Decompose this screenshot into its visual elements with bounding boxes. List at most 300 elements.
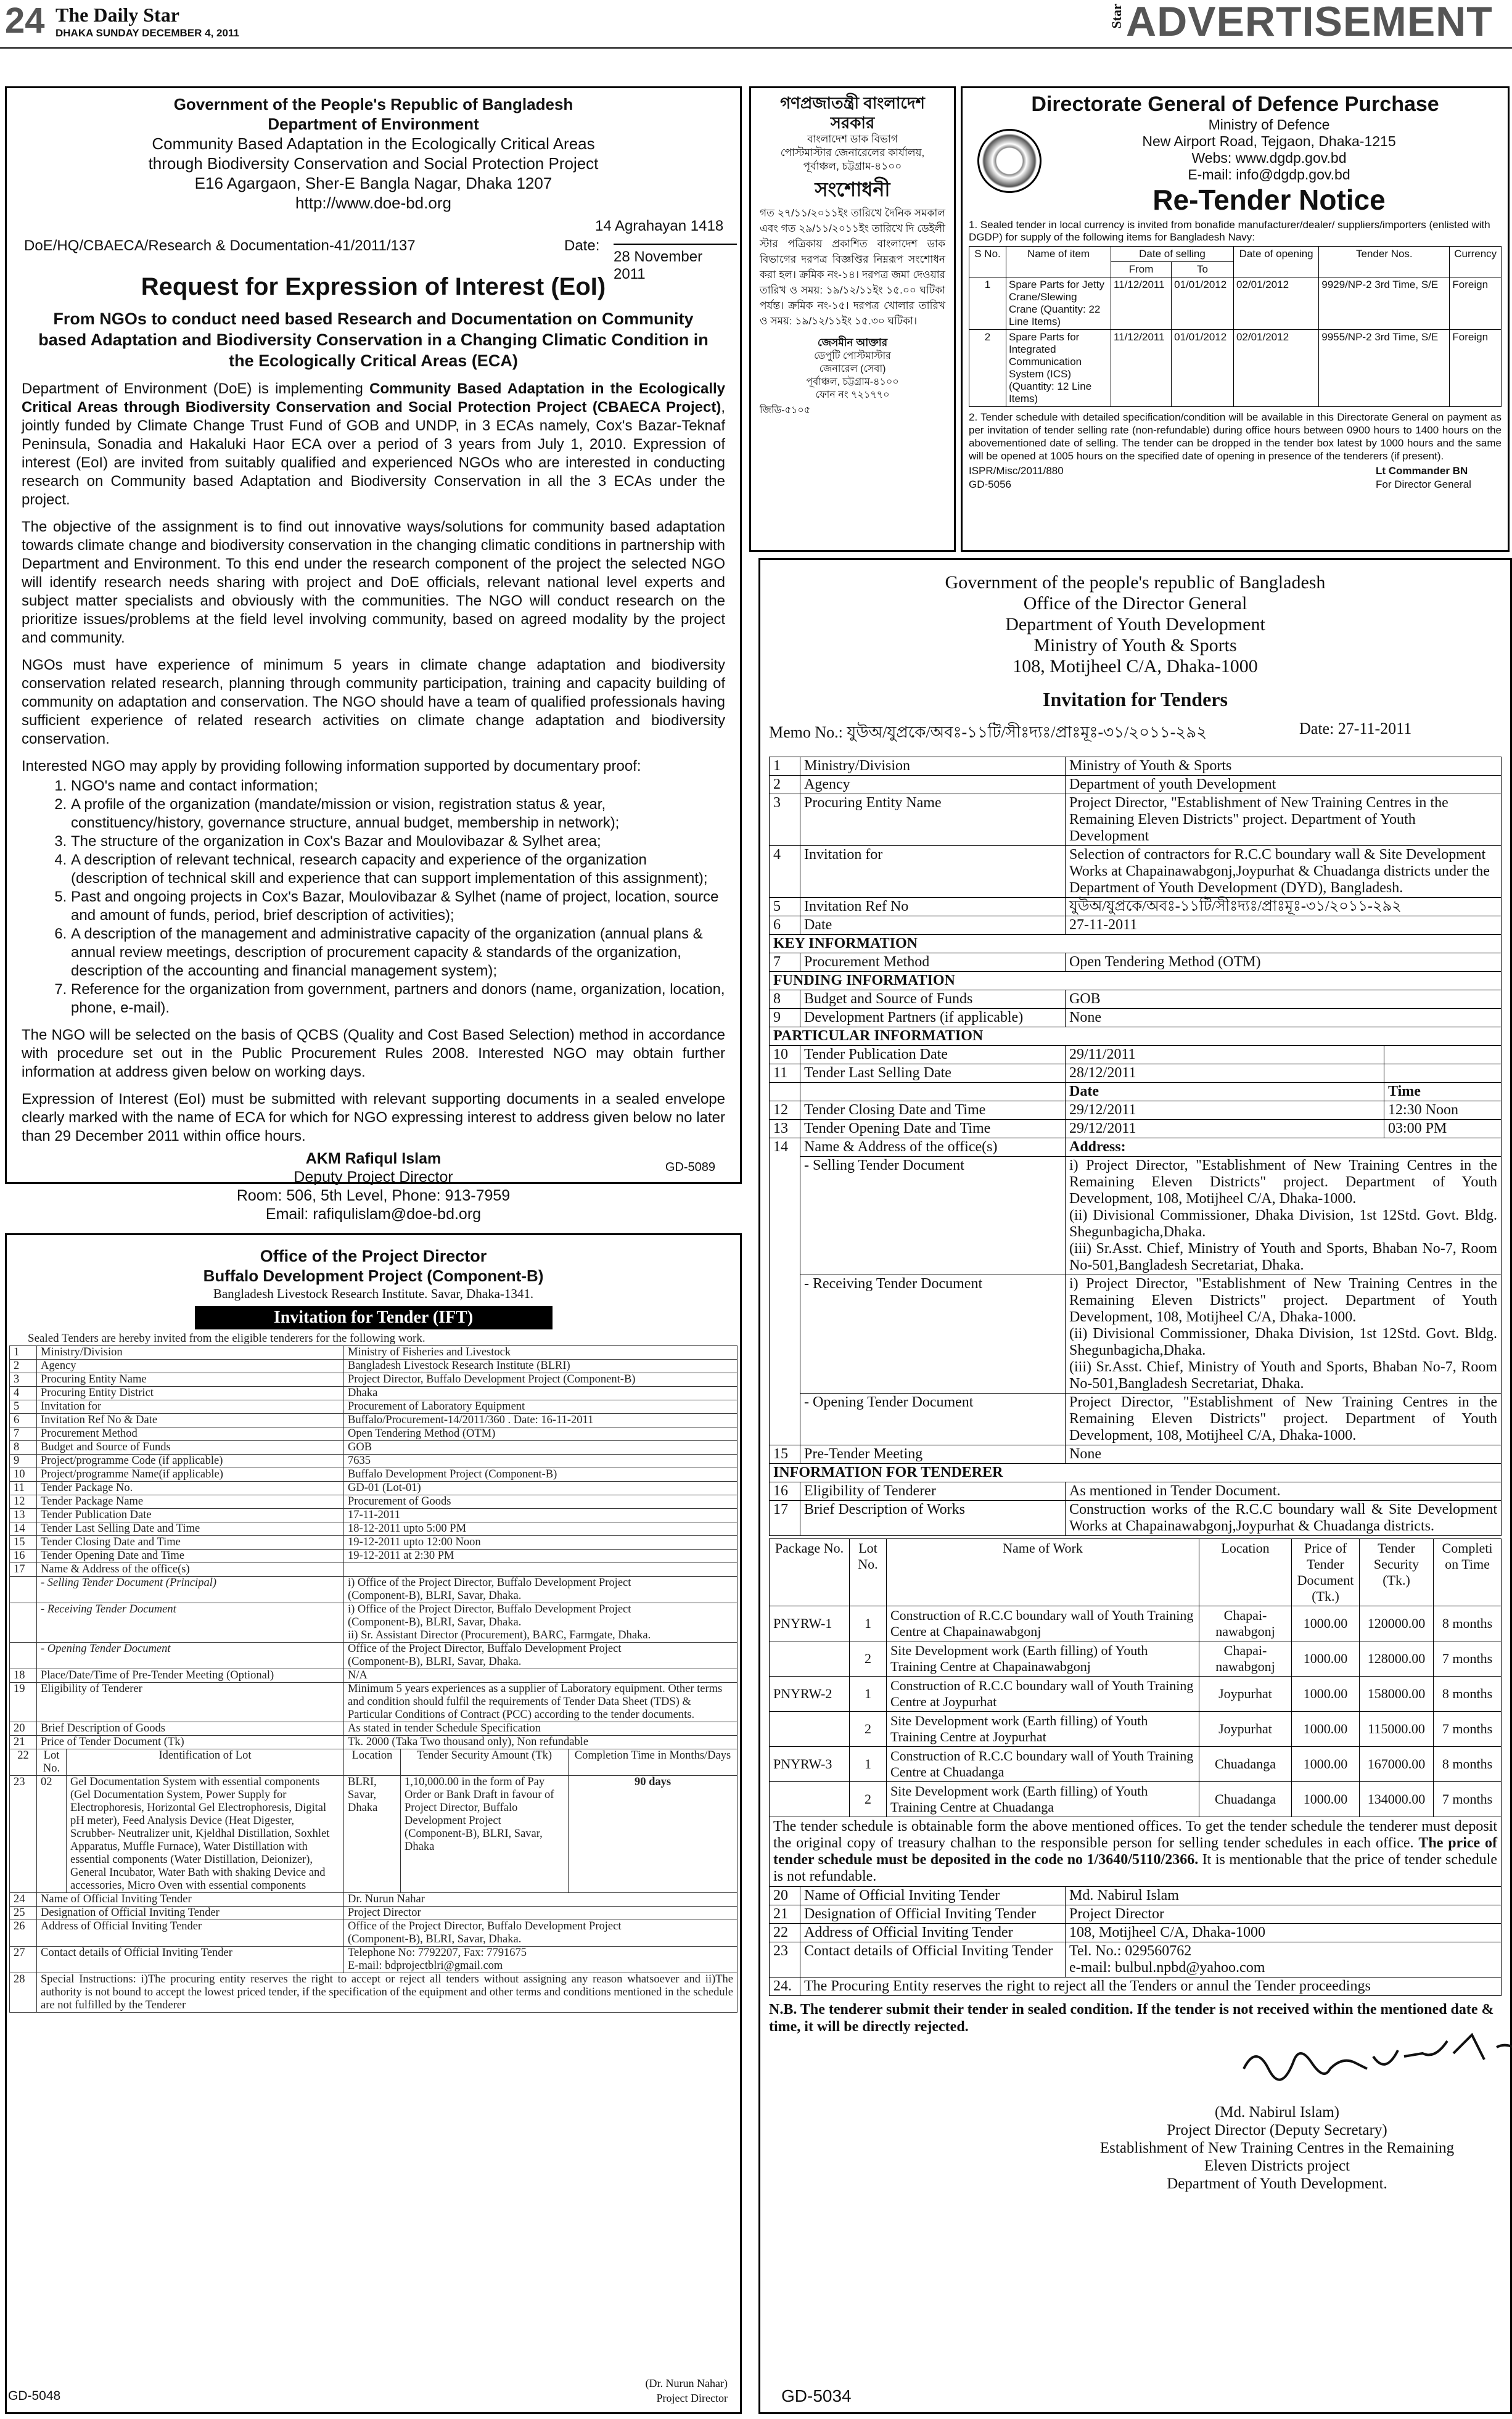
table-row	[770, 1064, 1502, 1083]
cell-work: Construction of R.C.C boundary wall of Youth Training Centre at Chuadanga	[887, 1747, 1199, 1782]
row-number: 14	[10, 1522, 37, 1536]
table-row	[10, 1643, 738, 1669]
youth-ad-code: GD-5034	[781, 2386, 852, 2405]
page-number: 24	[5, 1, 45, 41]
row-label: Tender Closing Date and Time	[800, 1101, 1066, 1120]
list-item: 1. NGO's name and contact information;	[71, 777, 725, 795]
table-row	[770, 1905, 1502, 1924]
row-number: 11	[770, 1064, 800, 1083]
dgdp-ispr-code: ISPR/Misc/2011/880	[969, 465, 1064, 477]
row-label: Tender Publication Date	[37, 1509, 344, 1522]
lot-cell: Gel Documentation System with essential components (Gel Documentation System, Power Supply for Electrophoresis, Horizontal Gel Electrophoresis, Digital pH meter), Feed Analysis Device (Heat Digester, Scrubber- Neutralizer unit, Kjeldhal Distillation, Soxhlet Apparatus, Muffle Furnace), Water Distillation with essential components (Water Distillation, Deionizer), General Incubator, Water Bath with shaking Device and accessories, Micro Oven with essential components	[67, 1776, 344, 1893]
lot-cell: 1,10,000.00 in the form of Pay Order or Bank Draft in favour of Project Director, Buffalo Development Project (Component-B), BLRI, Savar, Dhaka	[401, 1776, 569, 1893]
bn-office-line: পোস্টমাস্টার জেনারেলের কার্যালয়,	[780, 147, 925, 158]
row-value: 29/12/2011	[1066, 1120, 1384, 1138]
row-value: The Procuring Entity reserves the right to reject all the Tenders or annul the Tender proceedings	[800, 1978, 1502, 1996]
row-label: - Selling Tender Document	[800, 1157, 1066, 1275]
youth-schedule-a: The tender schedule is obtainable form the above mentioned offices. To get the tender schedule the tenderer must deposit the original copy of treasury chalhan to the responsible person for selling tender schedules in each office.	[773, 1818, 1497, 1851]
row-value: Dr. Nurun Nahar	[344, 1893, 738, 1907]
row-value: Dhaka	[344, 1387, 738, 1400]
cell-package	[770, 1641, 850, 1677]
dgdp-signatory: Lt Commander BN	[1376, 465, 1468, 477]
row-label: Agency	[800, 776, 1066, 794]
row-label: Tender Package Name	[37, 1495, 344, 1509]
bn-title: সংশোধনী	[815, 178, 890, 200]
cell-location: Joypurhat	[1199, 1712, 1292, 1747]
table-row	[969, 330, 1502, 407]
row-value: Ministry of Fisheries and Livestock	[344, 1346, 738, 1360]
doe-project-name: Community Based Adaptation in the Ecologically Critical Areas through Biodiversity Conservation and Social Protection Project (CBAECA Project)	[22, 380, 726, 416]
dgdp-retender-advert	[961, 86, 1510, 552]
table-row	[969, 277, 1502, 330]
table-row	[770, 1677, 1502, 1712]
table-header: Name of Work	[887, 1539, 1199, 1606]
row-number: 9	[770, 1009, 800, 1027]
row-value: None	[1066, 1009, 1502, 1027]
table-row	[10, 1414, 738, 1427]
row-value	[1384, 1046, 1502, 1064]
row-label: Procurement Method	[800, 953, 1066, 972]
row-label: - Receiving Tender Document	[37, 1603, 344, 1643]
cell-location: Joypurhat	[1199, 1677, 1292, 1712]
row-label: Invitation for	[37, 1400, 344, 1414]
table-row	[10, 1373, 738, 1387]
row-value	[1384, 1064, 1502, 1083]
row-number: 16	[770, 1482, 800, 1501]
doe-signatory-room: Room: 506, 5th Level, Phone: 913-7959	[236, 1187, 511, 1204]
table-row	[770, 1641, 1502, 1677]
row-number: 5	[770, 898, 800, 916]
row-number: 9	[10, 1455, 37, 1468]
table-row	[770, 1747, 1502, 1782]
row-label: - Opening Tender Document	[800, 1394, 1066, 1445]
row-value: None	[1066, 1445, 1502, 1464]
row-value: Construction works of the R.C.C boundary wall & Site Development Works at Chapainawabgonj,Joypurhat & Chuadanga districts.	[1066, 1501, 1502, 1536]
table-row	[770, 1275, 1502, 1394]
cell-opening: 02/01/2012	[1233, 330, 1318, 407]
cell-to: 01/01/2012	[1172, 330, 1234, 407]
table-row	[770, 1009, 1502, 1027]
cell-currency: Foreign	[1450, 277, 1502, 330]
section-heading: PARTICULAR INFORMATION	[770, 1027, 1502, 1046]
table-row	[770, 846, 1502, 898]
doe-subtitle: From NGOs to conduct need based Research and Documentation on Community based Adaptation and Biodiversity Conservation in a Changing Climatic Condition in the Ecologically Critical Areas (ECA)	[38, 310, 709, 370]
table-row	[10, 1603, 738, 1643]
row-value: N/A	[344, 1669, 738, 1683]
row-value: Project Director, "Establishment of New Training Centres in the Remaining Eleven Districts" project. Department of Youth Development	[1066, 794, 1502, 846]
doe-para-intro	[22, 380, 725, 509]
doe-para-intro-c: , jointly funded by Climate Change Trust Fund of GOB and UNDP, in 3 ECAs namely, Cox's Bazar-Teknaf Peninsula, Sonadia and Hakaluki Haor ECA over a period of 3 years from July 1, 2010. Expression of interest (EoI) are invited from suitably qualified and experienced NGOs who are interested in conducting research on Community based Adaptation and Biodiversity Conservation in all the 3 ECAs under the project.	[22, 399, 725, 508]
youth-title: Invitation for Tenders	[1043, 688, 1228, 710]
cell-from: 11/12/2011	[1111, 277, 1172, 330]
table-header-row	[969, 247, 1502, 262]
table-row	[770, 1138, 1502, 1157]
row-label: - Selling Tender Document (Principal)	[37, 1577, 344, 1603]
row-number: 28	[10, 1973, 37, 2013]
cell-completion: 7 months	[1434, 1782, 1502, 1817]
lot-cell: 23	[10, 1776, 37, 1893]
row-number: 27	[10, 1947, 37, 1973]
lot-cell: 90 days	[569, 1776, 738, 1893]
row-value: i) Project Director, "Establishment of New Training Centres in the Remaining Eleven Districts" project. Department of Youth Development, 108, Motijheel C/A, Dhaka-1000. (ii) Divisional Commissioner, Dhaka Division, 1st 12Std. Govt. Bldg. Shegunbagicha,Dhaka. (iii) Sr.Asst. Chief, Ministry of Youth and Sports, Bhaban No-7, Room No-501,Bangladesh Secretariat, Dhaka.	[1066, 1275, 1502, 1394]
row-value: i) Office of the Project Director, Buffalo Development Project (Component-B), BLRI, Savar, Dhaka.	[344, 1577, 738, 1603]
section-heading: KEY INFORMATION	[770, 935, 1502, 953]
cell-work: Construction of R.C.C boundary wall of Youth Training Centre at Chapainawabgonj	[887, 1606, 1199, 1641]
table-row	[10, 1722, 738, 1736]
row-number: 6	[770, 916, 800, 935]
doe-signatory-email[interactable]: Email: rafiqulislam@doe-bd.org	[265, 1205, 482, 1223]
row-value: Office of the Project Director, Buffalo Development Project (Component-B), BLRI, Savar, Dhaka.	[344, 1643, 738, 1669]
row-value: GOB	[344, 1441, 738, 1455]
table-row	[770, 1464, 1502, 1482]
table-row	[10, 1387, 738, 1400]
youth-tender-advert	[758, 558, 1512, 2414]
table-row	[10, 1468, 738, 1482]
row-number: 17	[10, 1563, 37, 1577]
row-label: Place/Date/Time of Pre-Tender Meeting (Optional)	[37, 1669, 344, 1683]
buf-intro: Sealed Tenders are hereby invited from the eligible tenderers for the following work.	[28, 1332, 425, 1345]
row-number: 4	[10, 1387, 37, 1400]
row-number: 12	[770, 1101, 800, 1120]
buf-office: Office of the Project Director	[260, 1247, 487, 1265]
table-row	[10, 1455, 738, 1468]
bn-address-line: পূর্বাঞ্চল, চট্টগ্রাম-৪১০০	[803, 160, 902, 172]
row-number: 8	[770, 990, 800, 1009]
table-row	[10, 1495, 738, 1509]
table-row	[770, 1083, 1502, 1101]
row-value: Special Instructions: i)The procuring entity reserves the right to accept or reject all tenders without assigning any reason whatsoever and ii)The authority is not bound to accept the lowest priced tender, if the specification of the equipment and other terms and conditions mentioned in the schedule are not fulfilled by the Tenderer	[37, 1973, 738, 2013]
row-number: 20	[770, 1887, 800, 1905]
table-header: Date of opening	[1233, 247, 1318, 277]
youth-schedule-c: It is mentionable that the price of tender schedule is not refundable.	[773, 1852, 1497, 1884]
cell-lot: 2	[850, 1641, 887, 1677]
table-row	[10, 1482, 738, 1495]
row-value: Procurement of Laboratory Equipment	[344, 1400, 738, 1414]
table-row	[770, 794, 1502, 846]
cell-package: PNYRW-1	[770, 1606, 850, 1641]
youth-memo-row	[769, 720, 1502, 744]
cell-currency: Foreign	[1450, 330, 1502, 407]
table-row	[10, 1400, 738, 1414]
doe-para-objective: The objective of the assignment is to find out innovative ways/solutions for community based adaptation towards climate change and biodiversity conservation in the changing climatic conditions in partnership with Department and Environment. To this end under the research component of the project the selected NGO will identify research needs sharing with project and DoE officials, relevant national level experts and subject matter specialists and obviously with the communities. The NGO will conduct research on the prioritize issues/problems at the field level involving community, based on agreed modality by the project and community.	[22, 519, 725, 646]
row-number: 16	[10, 1550, 37, 1563]
row-number	[10, 1603, 37, 1643]
youth-signature-area	[769, 2035, 1502, 2079]
star-logo: Star	[1109, 4, 1124, 29]
bn-dept-line: বাংলাদেশ ডাক বিভাগ	[807, 133, 898, 145]
row-number: 14	[770, 1138, 800, 1445]
row-number: 2	[770, 776, 800, 794]
list-item: 2. A profile of the organization (mandate/mission or vision, registration status & year, constituency/history, governance structure, annual budget, membership in network);	[71, 795, 725, 832]
table-header: Location	[1199, 1539, 1292, 1606]
youth-signatory-name: (Md. Nabirul Islam)	[1214, 2104, 1340, 2121]
cell-doc-price: 1000.00	[1292, 1677, 1360, 1712]
table-row	[770, 1606, 1502, 1641]
doe-signatory-name: AKM Rafiqul Islam	[305, 1150, 442, 1167]
row-value: 12:30 Noon	[1384, 1101, 1502, 1120]
bn-signatory-line: ফোন নং ৭২১৭৭০	[815, 390, 890, 400]
cell-item: Spare Parts for Integrated Communication System (ICS) (Quantity: 12 Line Items)	[1006, 330, 1111, 407]
youth-ministry-line: Ministry of Youth & Sports	[1033, 635, 1237, 655]
table-header: Price of Tender Document (Tk.)	[1292, 1539, 1360, 1606]
row-number: 19	[10, 1683, 37, 1722]
table-row	[770, 1120, 1502, 1138]
row-value: Selection of contractors for R.C.C boundary wall & Site Development Works at Chapainawabgonj,Joypurhat & Chuadanga districts under the Department of Youth Development (DYD), Bangladesh.	[1066, 846, 1502, 898]
list-item: 5. Past and ongoing projects in Cox's Bazar, Moulovibazar & Sylhet (name of project, location, source and amount of funds, period, brief description of activities);	[71, 888, 725, 925]
row-value: Telephone No: 7792207, Fax: 7791675 E-mail: bdprojectblri@gmail.com	[344, 1947, 738, 1973]
buf-tender-table	[9, 1345, 738, 2013]
list-item: 7. Reference for the organization from government, partners and donors (name, organization, location, phone, e-mail).	[71, 980, 725, 1017]
row-label: Budget and Source of Funds	[37, 1441, 344, 1455]
row-label: Designation of Official Inviting Tender	[800, 1905, 1066, 1924]
bn-signatory: জেসমীন আক্তার	[817, 337, 888, 348]
row-label: Development Partners (if applicable)	[800, 1009, 1066, 1027]
table-row	[10, 1522, 738, 1536]
youth-nb: N.B. The tenderer submit their tender in sealed condition. If the tender is not received within the mentioned date & time, it will be directly rejected.	[769, 2002, 1494, 2035]
row-number: 4	[770, 846, 800, 898]
table-row	[770, 990, 1502, 1009]
row-value: 18-12-2011 upto 5:00 PM	[344, 1522, 738, 1536]
buf-institute: Bangladesh Livestock Research Institute. Savar, Dhaka-1341.	[213, 1286, 534, 1301]
table-row	[10, 1947, 738, 1973]
doe-date-rule	[614, 244, 737, 245]
table-row	[770, 1101, 1502, 1120]
row-label: Tender Opening Date and Time	[800, 1120, 1066, 1138]
cell-security: 120000.00	[1360, 1606, 1434, 1641]
cell-lot: 2	[850, 1712, 887, 1747]
cell-location: Chuadanga	[1199, 1782, 1292, 1817]
table-header: Date of selling	[1111, 247, 1234, 262]
bn-signatory-line: ডেপুটি পোস্টমাস্টার	[814, 351, 891, 361]
row-label: Name & Address of the office(s)	[800, 1138, 1066, 1157]
dgdp-email[interactable]: E-mail: info@dgdp.gov.bd	[1188, 166, 1350, 183]
youth-official-table	[769, 1886, 1502, 1996]
cell-work: Site Development work (Earth filling) of Youth Training Centre at Joypurhat	[887, 1712, 1199, 1747]
row-label: Tender Opening Date and Time	[37, 1550, 344, 1563]
youth-signatory-dept: Department of Youth Development.	[1167, 2175, 1387, 2192]
table-row	[770, 1482, 1502, 1501]
section-title: ADVERTISEMENT	[1126, 0, 1493, 45]
row-value: Open Tendering Method (OTM)	[1066, 953, 1502, 972]
row-value: As mentioned in Tender Document.	[1066, 1482, 1502, 1501]
lot-header: 22	[10, 1749, 37, 1776]
row-number: 1	[770, 757, 800, 776]
row-value: 29/11/2011	[1066, 1046, 1384, 1064]
signature-image	[1238, 2032, 1497, 2100]
row-number	[770, 1083, 800, 1101]
row-label: Tender Package No.	[37, 1482, 344, 1495]
table-header: From	[1111, 262, 1172, 277]
row-value: 19-12-2011 at 2:30 PM	[344, 1550, 738, 1563]
table-row	[10, 1776, 738, 1893]
row-value: Tel. No.: 029560762 e-mail: bulbul.npbd@yahoo.com	[1066, 1942, 1502, 1978]
row-value: Date	[1066, 1083, 1384, 1101]
list-item: 6. A description of the management and administrative capacity of the organization (annual plans & annual review meetings, description of procurement capacity & standards of the organization, description of the accounting and financial management system);	[71, 925, 725, 980]
table-row	[770, 1501, 1502, 1536]
cell-package	[770, 1712, 850, 1747]
row-value: Buffalo/Procurement-14/2011/360 . Date: 16-11-2011	[344, 1414, 738, 1427]
row-number: 13	[770, 1120, 800, 1138]
row-label: Name of Official Inviting Tender	[800, 1887, 1066, 1905]
row-label: Procuring Entity District	[37, 1387, 344, 1400]
row-value: Minimum 5 years experiences as a supplier of Laboratory equipment. Other terms and condition should fulfil the requirements of Tender Data Sheet (TDS) & Particular Conditions of Contract (PCC) according to the tender documents.	[344, 1683, 738, 1722]
table-row	[770, 935, 1502, 953]
row-value: As stated in tender Schedule Specification	[344, 1722, 738, 1736]
table-row	[770, 1942, 1502, 1978]
lot-header: Completion Time in Months/Days	[569, 1749, 738, 1776]
buf-project: Buffalo Development Project (Component-B)	[203, 1267, 544, 1285]
lot-header: Location	[344, 1749, 401, 1776]
row-value: Project Director	[1066, 1905, 1502, 1924]
table-row	[770, 1027, 1502, 1046]
table-row	[770, 1924, 1502, 1942]
table-header: Name of item	[1006, 247, 1111, 277]
cell-doc-price: 1000.00	[1292, 1747, 1360, 1782]
cell-work: Site Development work (Earth filling) of Youth Training Centre at Chapainawabgonj	[887, 1641, 1199, 1677]
table-row	[10, 1907, 738, 1920]
row-value: GOB	[1066, 990, 1502, 1009]
cell-work: Site Development work (Earth filling) of Youth Training Centre at Chuadanga	[887, 1782, 1199, 1817]
table-header: To	[1172, 262, 1234, 277]
cell-completion: 8 months	[1434, 1606, 1502, 1641]
table-row	[770, 1712, 1502, 1747]
row-number: 22	[770, 1924, 800, 1942]
row-value: Time	[1384, 1083, 1502, 1101]
cell-completion: 7 months	[1434, 1641, 1502, 1677]
table-header: Tender Nos.	[1319, 247, 1450, 277]
row-number: 18	[10, 1669, 37, 1683]
row-label: Procurement Method	[37, 1427, 344, 1441]
doe-ad-code: GD-5089	[665, 1160, 715, 1174]
table-row	[10, 1920, 738, 1947]
table-row	[10, 1683, 738, 1722]
table-row	[10, 1893, 738, 1907]
cell-doc-price: 1000.00	[1292, 1641, 1360, 1677]
table-row	[770, 1394, 1502, 1445]
doe-website[interactable]: http://www.doe-bd.org	[295, 194, 451, 212]
cell-package	[770, 1782, 850, 1817]
row-label: Tender Last Selling Date	[800, 1064, 1066, 1083]
doe-para-intro-a: Department of Environment (DoE) is implementing	[22, 380, 370, 397]
row-label: Tender Closing Date and Time	[37, 1536, 344, 1550]
row-value: GD-01 (Lot-01)	[344, 1482, 738, 1495]
buf-signatory: (Dr. Nurun Nahar)	[645, 2377, 728, 2389]
row-number: 26	[10, 1920, 37, 1947]
youth-signatory-project: Eleven Districts project	[1204, 2158, 1350, 2174]
table-header: Completi on Time	[1434, 1539, 1502, 1606]
bn-signatory-line: জেনারেল (সেবা)	[819, 364, 886, 374]
row-label: Brief Description of Works	[800, 1501, 1066, 1536]
bn-signatory-line: পূর্বাঞ্চল, চট্টগ্রাম-৪১০০	[806, 377, 899, 387]
youth-signatory-project: Establishment of New Training Centres in the Remaining	[1099, 2140, 1455, 2156]
cell-security: 115000.00	[1360, 1712, 1434, 1747]
cell-lot: 2	[850, 1782, 887, 1817]
row-label: Ministry/Division	[800, 757, 1066, 776]
table-header: S No.	[969, 247, 1006, 277]
section-heading: FUNDING INFORMATION	[770, 972, 1502, 990]
row-value: 27-11-2011	[1066, 916, 1502, 935]
dgdp-title: Directorate General of Defence Purchase	[1031, 92, 1439, 116]
cell-completion: 8 months	[1434, 1677, 1502, 1712]
table-row	[770, 1978, 1502, 1996]
doe-requirements-list	[22, 777, 725, 1017]
row-number: 7	[770, 953, 800, 972]
table-row	[770, 776, 1502, 794]
row-value: Project Director, "Establishment of New Training Centres in the Remaining Eleven Districts" project. Department of Youth Development, 108, Motijheel C/A, Dhaka-1000.	[1066, 1394, 1502, 1445]
row-value: 108, Motijheel C/A, Dhaka-1000	[1066, 1924, 1502, 1942]
buffalo-tender-advert	[5, 1233, 742, 2414]
masthead	[0, 0, 1512, 49]
row-value: Buffalo Development Project (Component-B)	[344, 1468, 738, 1482]
table-row	[770, 1445, 1502, 1464]
row-label: Address of Official Inviting Tender	[37, 1920, 344, 1947]
row-number: 8	[10, 1441, 37, 1455]
cell-doc-price: 1000.00	[1292, 1782, 1360, 1817]
table-header: Tender Security (Tk.)	[1360, 1539, 1434, 1606]
table-row	[10, 1509, 738, 1522]
cell-security: 158000.00	[1360, 1677, 1434, 1712]
doe-ref-block	[22, 213, 725, 282]
row-number: 17	[770, 1501, 800, 1536]
dgdp-ad-code: GD-5056	[969, 478, 1011, 490]
row-number	[10, 1643, 37, 1669]
row-number: 10	[10, 1468, 37, 1482]
cell-to: 01/01/2012	[1172, 277, 1234, 330]
row-label: Project/programme Name(if applicable)	[37, 1468, 344, 1482]
doe-project-line: through Biodiversity Conservation and Social Protection Project	[148, 154, 599, 173]
dgdp-intro: 1. Sealed tender in local currency is invited from bonafide manufacturer/dealer/ suppliers/importers (enlisted with DGDP) for supply of the following items for Bangladesh Navy:	[969, 219, 1490, 243]
row-value: Procurement of Goods	[344, 1495, 738, 1509]
row-value: Ministry of Youth & Sports	[1066, 757, 1502, 776]
doe-date-label: Date:	[564, 237, 600, 254]
postal-corrigendum-advert	[749, 86, 956, 552]
row-number: 20	[10, 1722, 37, 1736]
cell-sn: 1	[969, 277, 1006, 330]
cell-item: Spare Parts for Jetty Crane/Slewing Crane (Quantity: 22 Line Items)	[1006, 277, 1111, 330]
dgdp-ministry: Ministry of Defence	[1208, 117, 1330, 133]
doe-project-line: Community Based Adaptation in the Ecologically Critical Areas	[152, 134, 595, 153]
row-number: 1	[10, 1346, 37, 1360]
cell-completion: 8 months	[1434, 1747, 1502, 1782]
cell-doc-price: 1000.00	[1292, 1606, 1360, 1641]
cell-security: 167000.00	[1360, 1747, 1434, 1782]
row-number: 21	[10, 1736, 37, 1749]
row-label	[800, 1083, 1066, 1101]
youth-address-line: 108, Motijheel C/A, Dhaka-1000	[1013, 656, 1258, 676]
row-value: Tk. 2000 (Taka Two thousand only), Non refundable	[344, 1736, 738, 1749]
row-number: 2	[10, 1360, 37, 1373]
table-row	[770, 1782, 1502, 1817]
youth-gov-line: Government of the people's republic of Bangladesh	[945, 572, 1326, 593]
cell-package: PNYRW-3	[770, 1747, 850, 1782]
cell-completion: 7 months	[1434, 1712, 1502, 1747]
row-value: 19-12-2011 upto 12:00 Noon	[344, 1536, 738, 1550]
lot-cell: BLRI, Savar, Dhaka	[344, 1776, 401, 1893]
dgdp-website[interactable]: Webs: www.dgdp.gov.bd	[1191, 150, 1347, 166]
doe-memo-ref: DoE/HQ/CBAECA/Research & Documentation-41/2011/137	[24, 237, 416, 254]
table-row	[10, 1550, 738, 1563]
dgdp-schedule-note: 2. Tender schedule with detailed specification/condition will be available in this Directorate General on payment as per invitation of tender selling rate (non-refundable) during office hours between 0900 hours to 1400 hours on the abovementioned date of selling. The tender can be dropped in the tender box latest by 1000 hours and the same will be opened at 1005 hours on the specified date of opening in presence of the tenderers (if present).	[969, 411, 1502, 462]
doe-para-apply: Interested NGO may apply by providing following information supported by documentary proof:	[22, 758, 641, 774]
table-row	[10, 1536, 738, 1550]
cell-package: PNYRW-2	[770, 1677, 850, 1712]
row-label: Address of Official Inviting Tender	[800, 1924, 1066, 1942]
doe-para-selection: The NGO will be selected on the basis of QCBS (Quality and Cost Based Selection) method in accordance with procedure set out in the Public Procurement Rules 2008. Interested NGO may obtain further information at address given below on working days.	[22, 1027, 725, 1080]
row-number: 3	[770, 794, 800, 846]
table-row	[10, 1360, 738, 1373]
table-header-row	[770, 1539, 1502, 1606]
buf-ad-code: GD-5048	[8, 2389, 61, 2403]
